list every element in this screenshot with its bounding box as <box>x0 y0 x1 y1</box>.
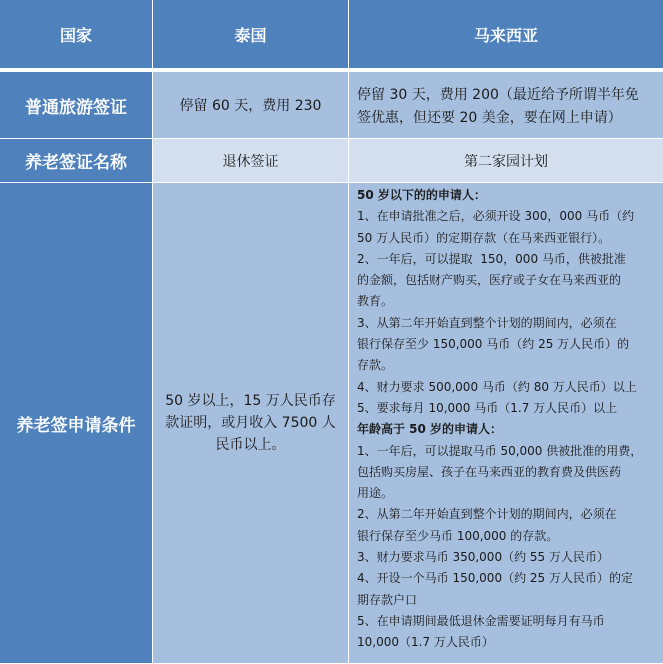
row-label-tourist-visa: 普通旅游签证 <box>0 72 153 139</box>
retire-name-malaysia-cell: 第二家园计划 <box>349 139 663 183</box>
tourist-malaysia-line: 停留 30 天，费用 200（最近给予所谓半年免 <box>357 87 639 103</box>
requirement-line: 4、开设一个马币 150,000（约 25 万人民币）的定 <box>357 571 633 586</box>
requirement-line: 50 万人民币）的定期存款（在马来西亚银行）。 <box>357 230 611 245</box>
requirement-line: 包括购买房屋、孩子在马来西亚的教育费及供医药 <box>357 464 622 479</box>
row-label-retire-visa-name: 养老签证名称 <box>0 139 153 183</box>
requirement-line: 5、要求每月 10,000 马币（1.7 万人民币）以上 <box>357 400 618 415</box>
requirement-line: 1、在申请批准之后，必须开设 300，000 马币（约 <box>357 209 635 224</box>
requirement-line: 2、从第二年开始直到整个计划的期间内，必须在 <box>357 507 617 522</box>
requirement-line: 1、一年后，可以提取马币 50,000 供被批准的用费， <box>357 443 643 458</box>
header-thailand: 泰国 <box>153 0 349 72</box>
header-country: 国家 <box>0 0 153 72</box>
requirement-line: 用途。 <box>357 486 394 501</box>
requirement-section-heading: 年龄高于 50 岁的申请人： <box>357 422 503 437</box>
requirement-line: 3、财力要求马币 350,000（约 55 万人民币） <box>357 550 609 565</box>
requirement-line: 银行保存至少 150,000 马币（约 25 万人民币）的 <box>357 337 630 352</box>
requirement-line: 期存款户口 <box>357 592 418 607</box>
requirement-section-heading: 50 岁以下的的申请人： <box>357 188 486 202</box>
tourist-thailand-cell: 停留 60 天，费用 230 <box>153 72 349 139</box>
requirement-line: 2、一年后，可以提取 150，000 马币，供被批准 <box>357 251 626 266</box>
header-malaysia: 马来西亚 <box>349 0 663 72</box>
retire-req-malaysia-cell <box>349 183 663 664</box>
requirement-line: 4、财力要求 500,000 马币（约 80 万人民币）以上 <box>357 379 637 394</box>
tourist-malaysia-line: 签优惠，但还要 20 美金，要在网上申请） <box>357 110 622 126</box>
requirement-line: 银行保存至少马币 100,000 的存款。 <box>357 528 559 543</box>
retire-req-thailand-cell: 50 岁以上，15 万人民币存款证明，或月收入 7500 人民币以上。 <box>153 183 349 664</box>
row-label-retire-requirements: 养老签申请条件 <box>0 183 153 664</box>
requirement-line: 10,000（1.7 万人民币） <box>357 635 494 650</box>
requirement-line: 存款。 <box>357 358 394 373</box>
requirement-line: 3、从第二年开始直到整个计划的期间内，必须在 <box>357 315 617 330</box>
retire-name-thailand-cell: 退休签证 <box>153 139 349 183</box>
requirement-line: 的金额，包括财产购买，医疗或子女在马来西亚的 <box>357 273 622 288</box>
requirement-line: 5、在申请期间最低退休金需要证明每月有马币 <box>357 613 605 628</box>
tourist-malaysia-cell <box>349 72 663 139</box>
requirement-line: 教育。 <box>357 294 394 309</box>
